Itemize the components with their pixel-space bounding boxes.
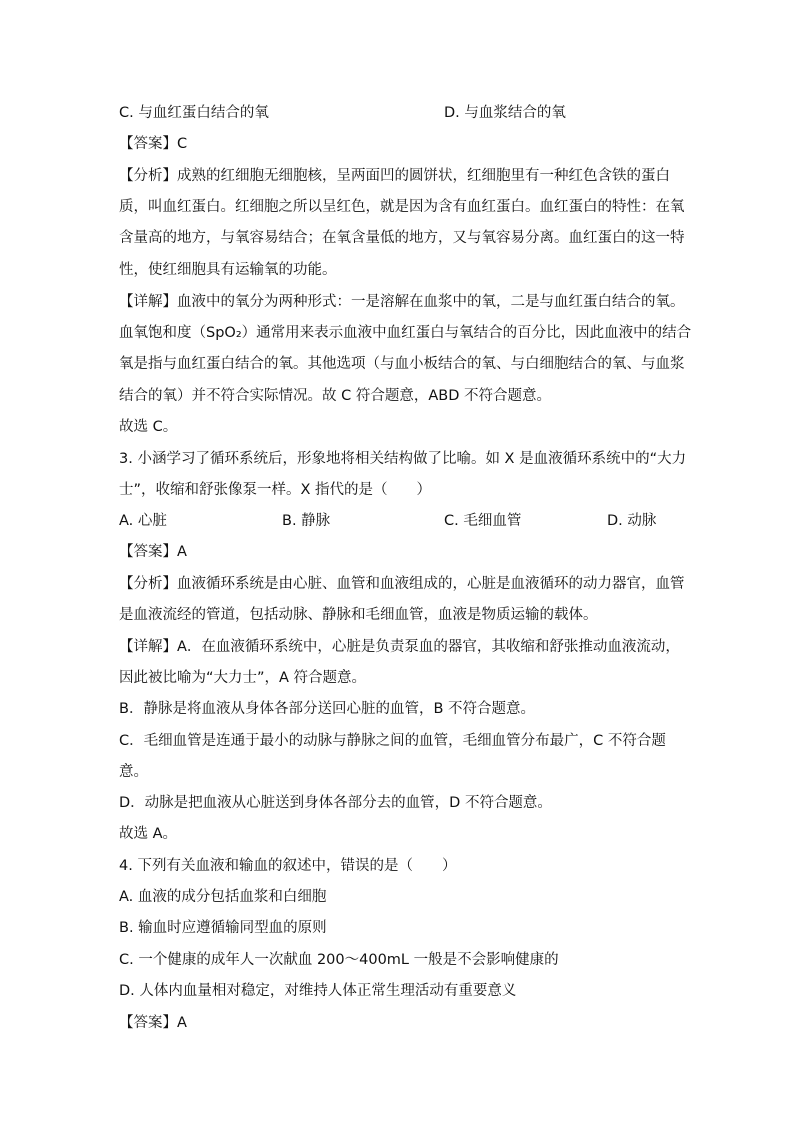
q2-detail-line: 血氧饱和度（SpO₂）通常用来表示血液中血红蛋白与氧结合的百分比，因此血液中的结合 bbox=[119, 325, 692, 341]
q4-stem: 4. 下列有关血液和输血的叙述中，错误的是（ ） bbox=[119, 858, 457, 874]
q3-analysis-line: 是血液流经的管道，包括动脉、静脉和毛细血管，血液是物质运输的载体。 bbox=[119, 607, 598, 623]
q4-option-a: A. 血液的成分包括血浆和白细胞 bbox=[119, 889, 327, 905]
q2-option-c: C. 与血红蛋白结合的氧 bbox=[119, 105, 269, 121]
q2-detail-line: 结合的氧）并不符合实际情况。故 C 符合题意，ABD 不符合题意。 bbox=[119, 388, 551, 404]
q3-option-a: A. 心脏 bbox=[119, 513, 167, 529]
q2-analysis-line: 质，叫血红蛋白。红细胞之所以呈红色，就是因为含有血红蛋白。血红蛋白的特性：在氧 bbox=[119, 199, 685, 215]
q3-analysis-line: 【分析】血液循环系统是由心脏、血管和血液组成的，心脏是血液循环的动力器官，血管 bbox=[119, 576, 685, 592]
q2-detail-line: 氧是指与血红蛋白结合的氧。其他选项（与血小板结合的氧、与白细胞结合的氧、与血浆 bbox=[119, 356, 685, 372]
q4-option-b: B. 输血时应遵循输同型血的原则 bbox=[119, 920, 327, 936]
q3-stem-line: 士”，收缩和舒张像泵一样。X 指代的是（ ） bbox=[119, 482, 432, 498]
q2-analysis-line: 含量高的地方，与氧容易结合；在氧含量低的地方，又与氧容易分离。血红蛋白的这一特 bbox=[119, 230, 685, 246]
q3-stem-line: 3. 小涵学习了循环系统后，形象地将相关结构做了比喻。如 X 是血液循环系统中的“大力 bbox=[119, 451, 687, 467]
q2-option-d: D. 与血浆结合的氧 bbox=[444, 105, 566, 121]
q3-option-b: B. 静脉 bbox=[282, 513, 331, 529]
q4-option-c: C. 一个健康的成年人一次献血 200～400mL 一般是不会影响健康的 bbox=[119, 952, 559, 968]
q3-detail-line: B．静脉是将血液从身体各部分送回心脏的血管，B 不符合题意。 bbox=[119, 701, 536, 717]
q3-detail-line: 【详解】A．在血液循环系统中，心脏是负责泵血的器官，其收缩和舒张推动血液流动， bbox=[119, 639, 680, 655]
q2-conclusion: 故选 C。 bbox=[119, 419, 178, 435]
q3-detail-line: 意。 bbox=[119, 764, 148, 780]
q2-answer: 【答案】C bbox=[119, 136, 188, 152]
q3-conclusion: 故选 A。 bbox=[119, 826, 178, 842]
q4-answer: 【答案】A bbox=[119, 1015, 187, 1031]
q3-option-c: C. 毛细血管 bbox=[444, 513, 522, 529]
q3-detail-line: 因此被比喻为“大力士”，A 符合题意。 bbox=[119, 670, 367, 686]
q3-option-d: D. 动脉 bbox=[607, 513, 657, 529]
q2-analysis-line: 性，使红细胞具有运输氧的功能。 bbox=[119, 262, 337, 278]
q3-answer: 【答案】A bbox=[119, 544, 187, 560]
q2-analysis-line: 【分析】成熟的红细胞无细胞核，呈两面凹的圆饼状，红细胞里有一种红色含铁的蛋白 bbox=[119, 168, 670, 184]
q3-detail-line: C．毛细血管是连通于最小的动脉与静脉之间的血管，毛细血管分布最广，C 不符合题 bbox=[119, 733, 666, 749]
q4-option-d: D. 人体内血量相对稳定，对维持人体正常生理活动有重要意义 bbox=[119, 983, 517, 999]
q3-detail-line: D．动脉是把血液从心脏送到身体各部分去的血管，D 不符合题意。 bbox=[119, 795, 552, 811]
q2-detail-line: 【详解】血液中的氧分为两种形式：一是溶解在血浆中的氧，二是与血红蛋白结合的氧。 bbox=[119, 294, 685, 310]
